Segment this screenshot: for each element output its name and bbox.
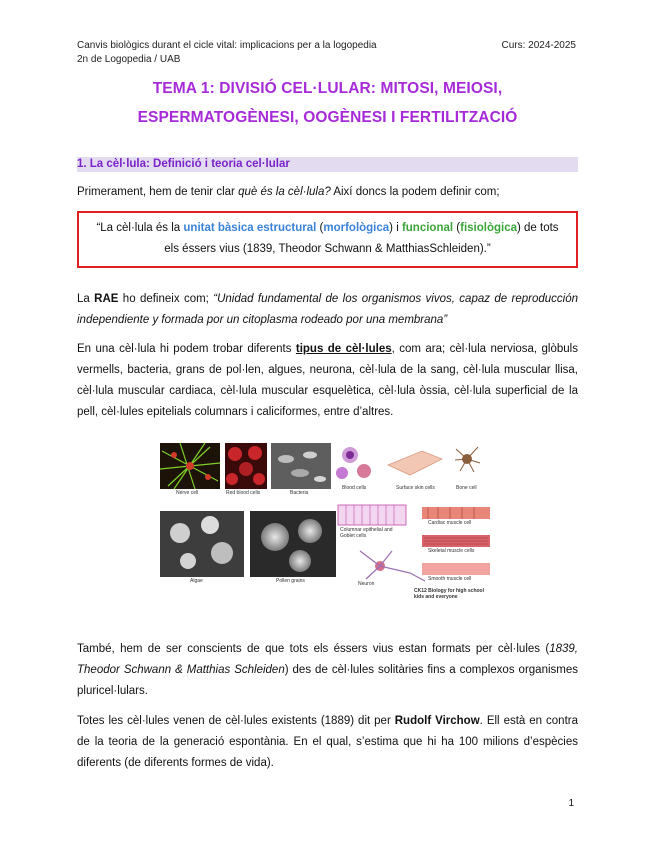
caption-skeletal-muscle: Skeletal muscle cells <box>428 548 475 554</box>
intro-paragraph <box>77 182 578 203</box>
intro-text-end: Així doncs la podem definir com; <box>330 186 500 198</box>
organisms-paragraph <box>77 639 578 702</box>
section-heading: 1. La cèl·lula: Definició i teoria cel·lular <box>77 157 578 172</box>
page-title-line1: TEMA 1: DIVISIÓ CEL·LULAR: MITOSI, MEIOSI, <box>152 80 503 97</box>
caption-cardiac-muscle: Cardiac muscle cell <box>428 520 472 526</box>
caption-nerve-cell: Nerve cell <box>176 490 199 496</box>
header-academic-year: Curs: 2024-2025 <box>501 40 576 51</box>
tipus-text-end: , com ara; cèl·lula nerviosa, glòbuls vermells, bacteria, grans de pol·len, algues, neurona, cèl·lula de la sang, cèl·lula muscular llisa, cèl·lula muscular cardiaca, cèl·lula muscular esquelètica, cèl·lula òssia, cèl·lula superficial de la pell, cèl·lules epitelials columnars i caliciformes, entre d’altres. <box>77 343 578 418</box>
columnar-epithelial-image <box>338 505 406 525</box>
page-title-line2: ESPERMATOGÈNESI, OOGÈNESI I FERTILITZACIÓ <box>137 109 518 126</box>
rae-label: RAE <box>94 293 119 305</box>
def-paren2: ( <box>453 222 461 234</box>
bacteria-image <box>271 443 331 489</box>
header-course-title: Canvis biològics durant el cicle vital: implicacions per a la logopedia <box>77 40 377 51</box>
def-text: “La cèl·lula és la <box>96 222 184 234</box>
cell-types-paragraph <box>77 339 578 423</box>
caption-neuron: Neuron <box>358 581 375 587</box>
tambe-text: També, hem de ser conscients de que tots els éssers vius estan formats per cèl·lules ( <box>77 643 550 655</box>
def-text-end: ) de tots els éssers vius (1839, Theodor Schwann & MatthiasSchleiden).” <box>164 222 559 255</box>
intro-question: què és la cèl·lula? <box>238 186 331 198</box>
page-number: 1 <box>568 798 574 809</box>
rae-text: La <box>77 293 95 305</box>
tipus-highlight: tipus de cèl·lules <box>295 343 392 355</box>
def-and: ) i <box>389 222 402 234</box>
caption-credit: CK12 Biology for high school kids and everyone <box>414 588 485 600</box>
tipus-text: En una cèl·lula hi podem trobar diferents <box>77 343 296 355</box>
totes-text: Totes les cèl·lules venen de cèl·lules existents (1889) dit per <box>77 715 395 727</box>
tambe-citation: 1839, Theodor Schwann & Matthias Schleiden <box>77 643 578 676</box>
totes-text-end: . Ell està en contra de la teoria de la generació espontània. En el qual, s’estima que hi ha 100 milions d’espècies diferents (de diferents formes de vida). <box>77 715 578 769</box>
def-morphological: morfològica <box>323 222 390 234</box>
caption-red-blood-cells: Red blood cells <box>226 490 261 496</box>
caption-smooth-muscle: Smooth muscle cell <box>428 576 472 582</box>
cardiac-muscle-image <box>422 507 490 519</box>
rae-text-mid: ho defineix com; <box>118 293 214 305</box>
rae-quote: “Unidad fundamental de los organismos vivos, capaz de reproducción independiente y formada por un citoplasma rodeado por una membrana” <box>77 293 578 326</box>
caption-bone-cell: Bone cell <box>456 485 477 491</box>
rae-paragraph <box>77 289 578 331</box>
surface-skin-cells-image <box>388 451 442 475</box>
header-degree: 2n de Logopedia / UAB <box>77 54 181 65</box>
virchow-name: Rudolf Virchow <box>394 715 480 727</box>
def-functional: funcional <box>401 222 454 234</box>
def-paren: ( <box>316 222 324 234</box>
tambe-text-end: ) des de cèl·lules solitàries fins a complexos organismes pluricel·lulars. <box>77 664 578 697</box>
def-physiological: fisiològica <box>460 222 517 234</box>
caption-columnar-epithelial: Columnar epithelial and Goblet cells <box>340 527 393 539</box>
intro-text: Primerament, hem de tenir clar <box>77 186 239 198</box>
virchow-paragraph <box>77 711 578 774</box>
caption-pollen: Pollen grains <box>276 578 305 584</box>
cell-types-figure <box>160 441 490 604</box>
caption-bacteria: Bacteria <box>290 490 309 496</box>
caption-algae: Algae <box>190 578 203 584</box>
definition-box <box>77 211 578 268</box>
def-structural: unitat bàsica estructural <box>183 222 317 234</box>
smooth-muscle-image <box>422 563 490 575</box>
caption-surface-skin: Surface skin cells <box>396 485 435 491</box>
caption-blood-cells: Blood cells <box>342 485 367 491</box>
